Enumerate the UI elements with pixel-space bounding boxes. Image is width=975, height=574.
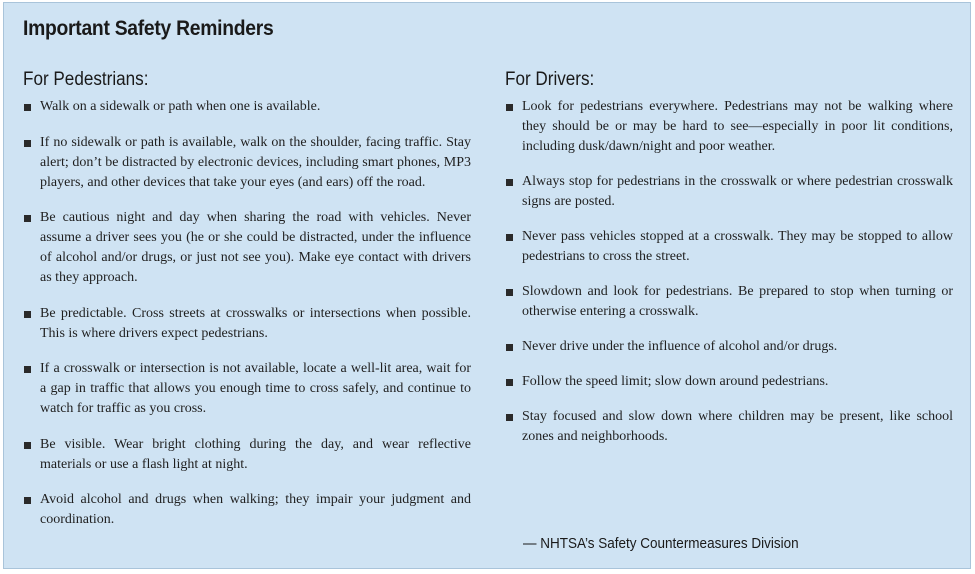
list-item-text: If no sidewalk or path is available, walk on the shoulder, facing traffic. Stay alert; don’t be distracted by electronic devices, including smart phones, MP3 players, and other devices that take your eyes (and ears) off the road. xyxy=(40,134,471,190)
list-item-text: Slowdown and look for pedestrians. Be prepared to stop when turning or otherwise entering a crosswalk. xyxy=(522,284,953,319)
list-item xyxy=(505,407,953,447)
list-item-text: Never drive under the influence of alcohol and/or drugs. xyxy=(522,339,838,354)
square-bullet-icon xyxy=(24,104,31,111)
list-item-text: Stay focused and slow down where children may be present, like school zones and neighborhoods. xyxy=(522,409,953,444)
pedestrians-list xyxy=(23,97,471,530)
square-bullet-icon xyxy=(24,140,31,147)
list-item-text: Always stop for pedestrians in the crosswalk or where pedestrian crosswalk signs are posted. xyxy=(522,174,953,209)
list-item xyxy=(505,97,953,157)
list-item-text: Be cautious night and day when sharing the road with vehicles. Never assume a driver sees you (he or she could be distracted, under the influence of alcohol and/or drugs, or just not see you). Make eye contact with drivers as they approach. xyxy=(40,210,471,285)
list-item-text: Walk on a sidewalk or path when one is available. xyxy=(40,99,321,114)
list-item-text: Be visible. Wear bright clothing during the day, and wear reflective materials or use a flash light at night. xyxy=(40,436,471,472)
list-item-text: Be predictable. Cross streets at crosswalks or intersections when possible. This is where drivers expect pedestrians. xyxy=(40,305,471,341)
square-bullet-icon xyxy=(506,179,513,186)
list-item-text: Look for pedestrians everywhere. Pedestrians may not be walking where they should be or may be hard to see—especially in poor lit conditions, including dusk/dawn/night and poor weather. xyxy=(522,99,953,154)
square-bullet-icon xyxy=(506,104,513,111)
list-item-text: Avoid alcohol and drugs when walking; they impair your judgment and coordination. xyxy=(40,492,471,527)
list-item xyxy=(505,282,953,322)
pedestrians-heading: For Pedestrians: xyxy=(23,69,149,90)
list-item xyxy=(505,172,953,212)
list-item-text: If a crosswalk or intersection is not available, locate a well-lit area, wait for a gap in traffic that allows you enough time to cross safely, and continue to watch for traffic as you cross. xyxy=(40,361,471,416)
square-bullet-icon xyxy=(24,366,31,373)
square-bullet-icon xyxy=(24,311,31,318)
square-bullet-icon xyxy=(506,289,513,296)
square-bullet-icon xyxy=(506,234,513,241)
drivers-column xyxy=(505,69,953,462)
square-bullet-icon xyxy=(24,442,31,449)
safety-reminders-panel xyxy=(3,2,971,569)
list-item-text: Never pass vehicles stopped at a crosswalk. They may be stopped to allow pedestrians to cross the street. xyxy=(522,229,953,264)
list-item xyxy=(23,490,471,530)
drivers-list xyxy=(505,97,953,447)
square-bullet-icon xyxy=(24,497,31,504)
pedestrians-column xyxy=(23,69,471,546)
list-item xyxy=(23,304,471,344)
list-item-text: Follow the speed limit; slow down around pedestrians. xyxy=(522,374,829,389)
attribution: — NHTSA’s Safety Countermeasures Division xyxy=(523,535,799,552)
list-item xyxy=(505,337,953,357)
square-bullet-icon xyxy=(506,344,513,351)
list-item xyxy=(23,359,471,419)
square-bullet-icon xyxy=(506,414,513,421)
square-bullet-icon xyxy=(24,215,31,222)
list-item xyxy=(23,208,471,288)
square-bullet-icon xyxy=(506,379,513,386)
list-item xyxy=(23,133,471,193)
list-item xyxy=(23,97,471,117)
list-item xyxy=(23,435,471,475)
panel-title: Important Safety Reminders xyxy=(23,17,274,40)
list-item xyxy=(505,227,953,267)
list-item xyxy=(505,372,953,392)
drivers-heading: For Drivers: xyxy=(505,69,595,90)
